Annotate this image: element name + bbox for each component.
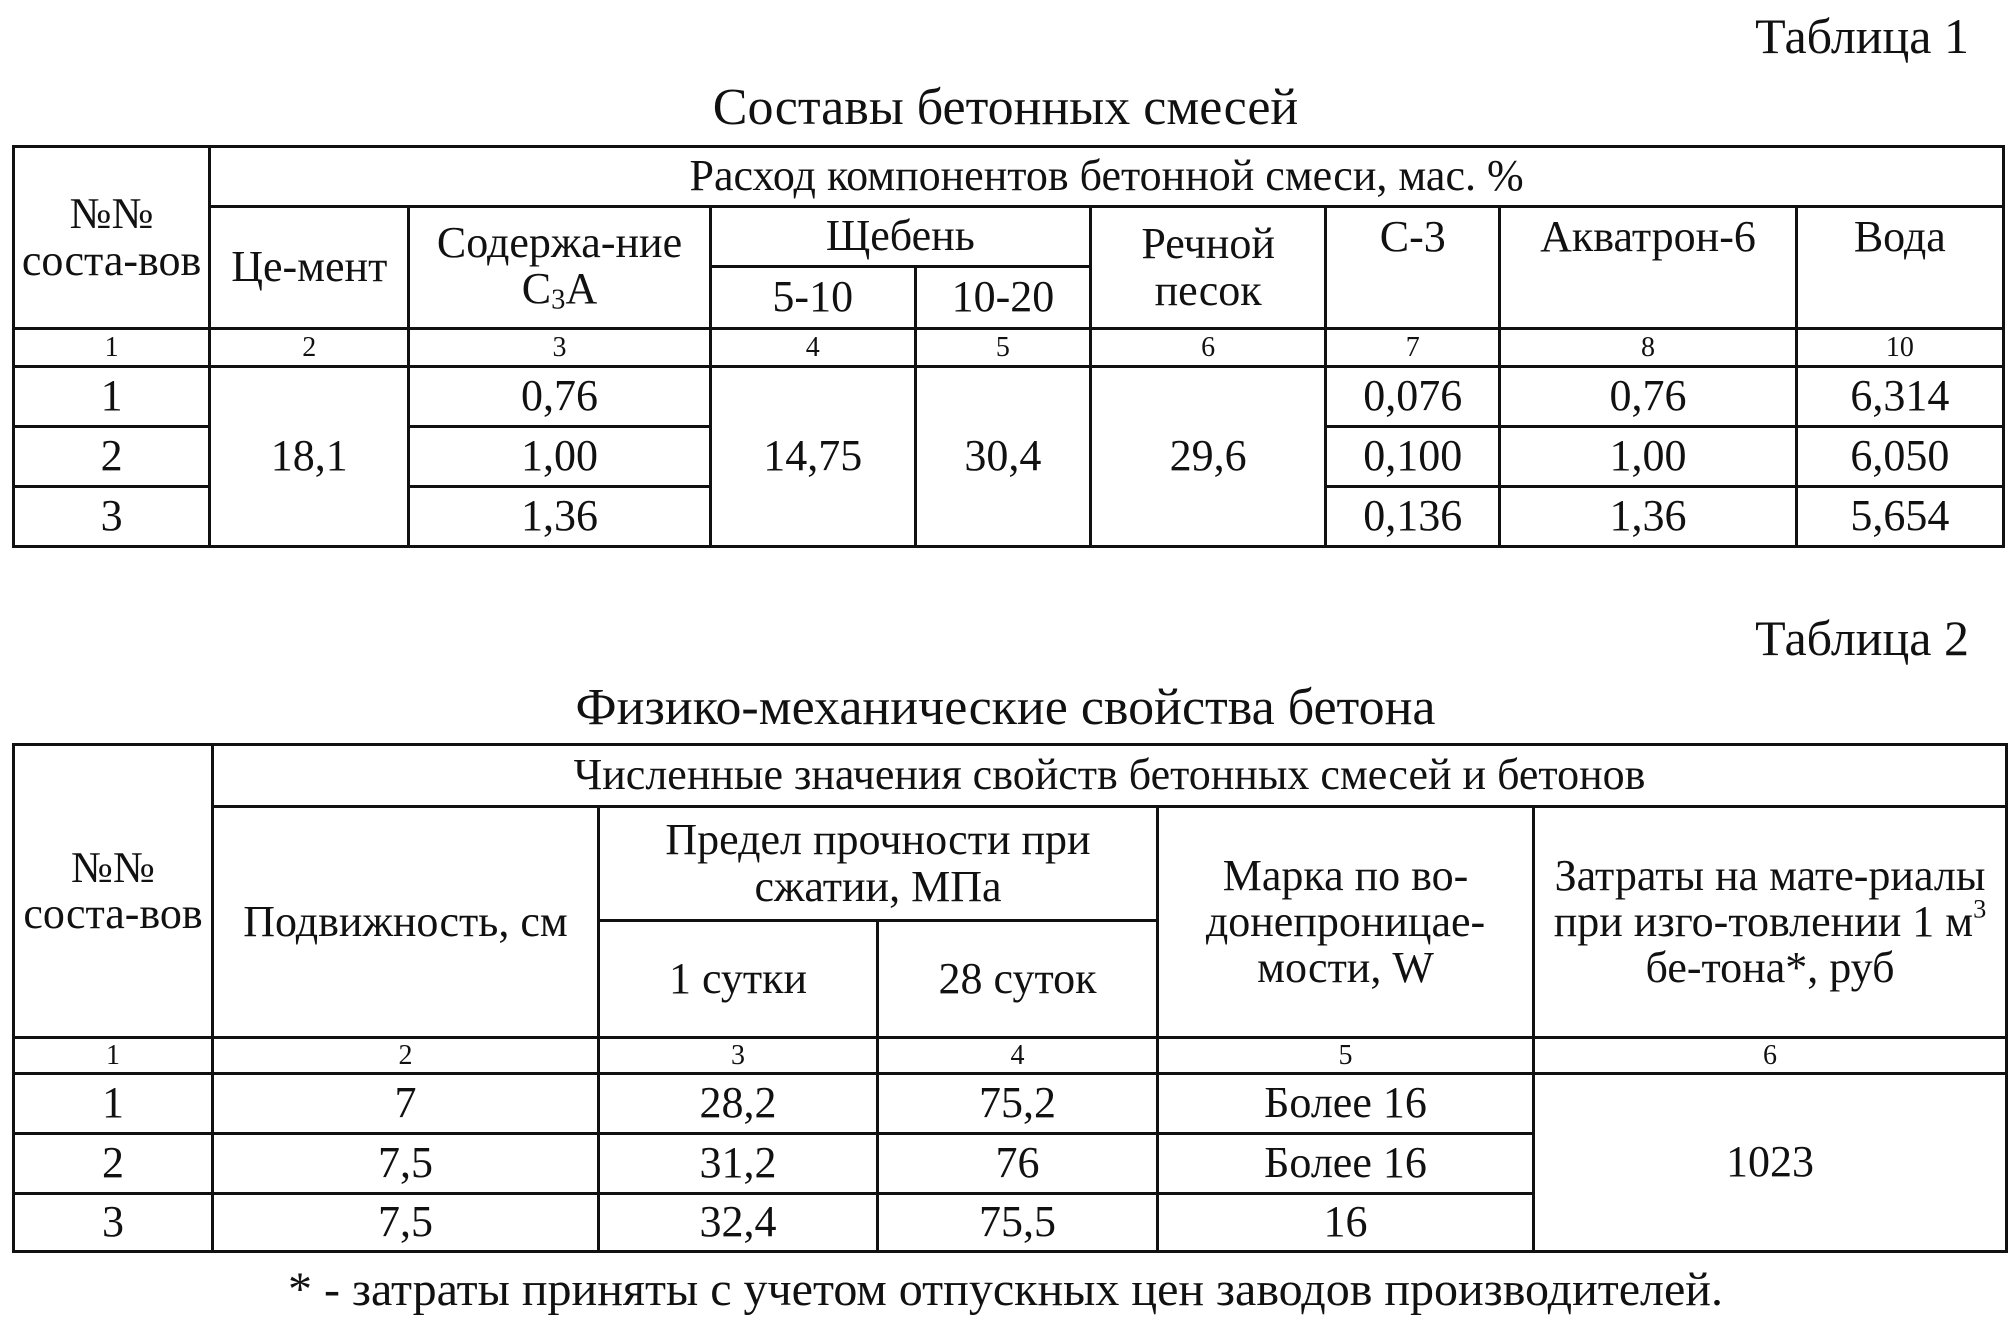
table1-aquatron-value: 1,36 <box>1500 487 1796 547</box>
footnote: * - затраты приняты с учетом отпускных цен заводов производителей. <box>288 1263 1723 1316</box>
table-row <box>14 367 2004 427</box>
table2-col-strength-28: 28 суток <box>878 921 1158 1038</box>
table1-c3-value: 0,136 <box>1326 487 1500 547</box>
table1-water-value: 5,654 <box>1796 487 2003 547</box>
table1-col-gravel-5-10: 5-10 <box>710 267 915 329</box>
table2-grade-value: Более 16 <box>1158 1074 1534 1134</box>
table-row <box>14 1074 2007 1134</box>
table1 <box>12 145 2005 548</box>
table1-col-sand: Речной песок <box>1091 207 1326 329</box>
table1-label: Таблица 1 <box>1755 8 1969 64</box>
table1-col-c3a: Содержа-ние $С_3А$ <box>409 207 710 329</box>
table1-col-cement: Це-мент <box>210 207 409 329</box>
table2-colnum: 4 <box>878 1038 1158 1074</box>
table1-c3a-value: 1,36 <box>409 487 710 547</box>
table2-row-no: 1 <box>14 1074 213 1134</box>
table1-col-gravel: Щебень <box>710 207 1090 267</box>
table1-col-water: Вода <box>1796 207 2003 329</box>
table1-group-header: Расход компонентов бетонной смеси, мас. % <box>210 147 2004 207</box>
table1-colnum: 7 <box>1326 329 1500 367</box>
table2-mobility-value: 7,5 <box>213 1194 599 1252</box>
table1-c3-value: 0,100 <box>1326 427 1500 487</box>
table2-title: Физико-механические свойства бетона <box>575 679 1436 736</box>
table1-colnum: 5 <box>915 329 1090 367</box>
table1-aquatron-value: 1,00 <box>1500 427 1796 487</box>
table2-col-no: №№ соста-вов <box>14 745 213 1038</box>
table2-col-strength: Предел прочности при сжатии, МПа <box>599 807 1158 921</box>
table1-colnum: 10 <box>1796 329 2003 367</box>
table2-colnum: 6 <box>1534 1038 2007 1074</box>
table1-title: Составы бетонных смесей <box>712 79 1299 136</box>
table1-col-no: №№ соста-вов <box>14 147 210 329</box>
table1-colnum: 8 <box>1500 329 1796 367</box>
table2-colnum: 3 <box>599 1038 878 1074</box>
table2-colnum: 1 <box>14 1038 213 1074</box>
table1-row-no: 1 <box>14 367 210 427</box>
table2-row-no: 3 <box>14 1194 213 1252</box>
table1-col-aquatron: Акватрон-6 <box>1500 207 1796 329</box>
table2-mobility-value: 7,5 <box>213 1134 599 1194</box>
table1-water-value: 6,050 <box>1796 427 2003 487</box>
table2-col-strength-1: 1 сутки <box>599 921 878 1038</box>
table1-colnum: 3 <box>409 329 710 367</box>
table1-c3a-value: 0,76 <box>409 367 710 427</box>
table1-colnum: 1 <box>14 329 210 367</box>
table2-strength1-value: 32,4 <box>599 1194 878 1252</box>
table2-strength28-value: 75,2 <box>878 1074 1158 1134</box>
table2-col-mobility: Подвижность, см <box>213 807 599 1038</box>
table1-row-no: 2 <box>14 427 210 487</box>
table1-col-c3: С-3 <box>1326 207 1500 329</box>
table2-colnum: 2 <box>213 1038 599 1074</box>
table2-mobility-value: 7 <box>213 1074 599 1134</box>
table2-group-header: Численные значения свойств бетонных смесей и бетонов <box>213 745 2007 807</box>
table2-label: Таблица 2 <box>1755 610 1969 666</box>
table1-cement-value: 18,1 <box>210 367 409 547</box>
table2-cost-value: 1023 <box>1534 1074 2007 1252</box>
table1-colnum: 6 <box>1091 329 1326 367</box>
table2-col-cost: Затраты на мате-риалы при изго-товлении 1 $м^3$ бе-тона*, руб <box>1534 807 2007 1038</box>
table2-row-no: 2 <box>14 1134 213 1194</box>
table1-aquatron-value: 0,76 <box>1500 367 1796 427</box>
table2 <box>12 743 2008 1253</box>
table1-gravel1-value: 14,75 <box>710 367 915 547</box>
table2-grade-value: Более 16 <box>1158 1134 1534 1194</box>
table2-strength28-value: 76 <box>878 1134 1158 1194</box>
table2-strength28-value: 75,5 <box>878 1194 1158 1252</box>
table2-colnum: 5 <box>1158 1038 1534 1074</box>
table1-sand-value: 29,6 <box>1091 367 1326 547</box>
table1-water-value: 6,314 <box>1796 367 2003 427</box>
table1-c3-value: 0,076 <box>1326 367 1500 427</box>
table1-gravel2-value: 30,4 <box>915 367 1090 547</box>
table1-row-no: 3 <box>14 487 210 547</box>
table2-strength1-value: 31,2 <box>599 1134 878 1194</box>
table1-colnum: 2 <box>210 329 409 367</box>
table2-strength1-value: 28,2 <box>599 1074 878 1134</box>
table1-col-gravel-10-20: 10-20 <box>915 267 1090 329</box>
table2-grade-value: 16 <box>1158 1194 1534 1252</box>
table1-c3a-value: 1,00 <box>409 427 710 487</box>
table1-colnum: 4 <box>710 329 915 367</box>
table2-col-water-grade: Марка по во-донепроницае-мости, W <box>1158 807 1534 1038</box>
